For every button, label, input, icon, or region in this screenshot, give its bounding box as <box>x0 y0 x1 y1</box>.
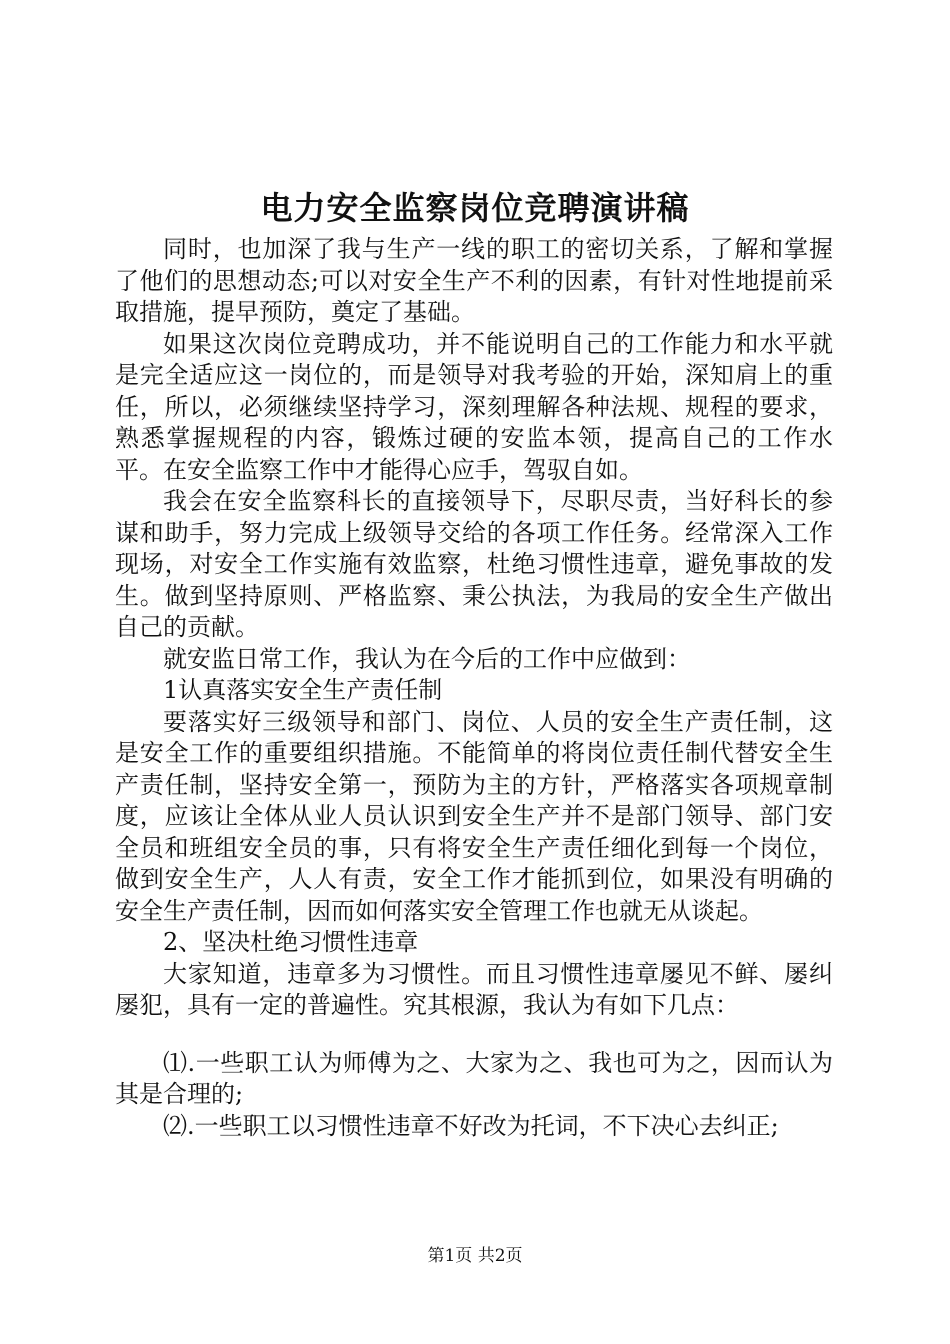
paragraph-3: 我会在安全监察科长的直接领导下，尽职尽责，当好科长的参谋和助手，努力完成上级领导交给的各项工作任务。经常深入工作现场，对安全工作实施有效监察，杜绝习惯性违章，避免事故的发生。做到坚持原则、严格监察、秉公执法，为我局的安全生产做出自己的贡献。 <box>115 487 833 641</box>
paragraph-2: 如果这次岗位竞聘成功，并不能说明自己的工作能力和水平就是完全适应这一岗位的，而是领导对我考验的开始，深知肩上的重任，所以，必须继续坚持学习，深刻理解各种法规、规程的要求，熟悉掌握规程的内容，锻炼过硬的安监本领，提高自己的工作水平。在安全监察工作中才能得心应手，驾驭自如。 <box>115 329 833 484</box>
list-item-1: ⑴.一些职工认为师傅为之、大家为之、我也可为之，因而认为其是合理的; <box>115 1048 833 1108</box>
section-heading-2: 2、坚决杜绝习惯性违章 <box>163 928 419 956</box>
paragraph-6: 大家知道，违章多为习惯性。而且习惯性违章屡见不鲜、屡纠屡犯，具有一定的普遍性。究其根源，我认为有如下几点： <box>115 959 833 1019</box>
section-heading-1: 1认真落实安全生产责任制 <box>163 676 443 704</box>
document-body <box>115 234 833 1142</box>
page-footer: 第1页 共2页 <box>427 1246 523 1266</box>
list-item-2: ⑵.一些职工以习惯性违章不好改为托词，不下决心去纠正; <box>163 1111 779 1140</box>
paragraph-4: 就安监日常工作，我认为在今后的工作中应做到： <box>163 644 691 673</box>
document-title: 电力安全监察岗位竞聘演讲稿 <box>260 189 690 227</box>
paragraph-5: 要落实好三级领导和部门、岗位、人员的安全生产责任制，这是安全工作的重要组织措施。不能简单的将岗位责任制代替安全生产责任制，坚持安全第一，预防为主的方针，严格落实各项规章制度，应该让全体从业人员认识到安全生产并不是部门领导、部门安全员和班组安全员的事，只有将安全生产责任细化到每一个岗位，做到安全生产，人人有责，安全工作才能抓到位，如果没有明确的安全生产责任制，因而如何落实安全管理工作也就无从谈起。 <box>115 707 833 925</box>
paragraph-1: 同时，也加深了我与生产一线的职工的密切关系，了解和掌握了他们的思想动态;可以对安全生产不利的因素，有针对性地提前采取措施，提早预防，奠定了基础。 <box>115 235 833 326</box>
